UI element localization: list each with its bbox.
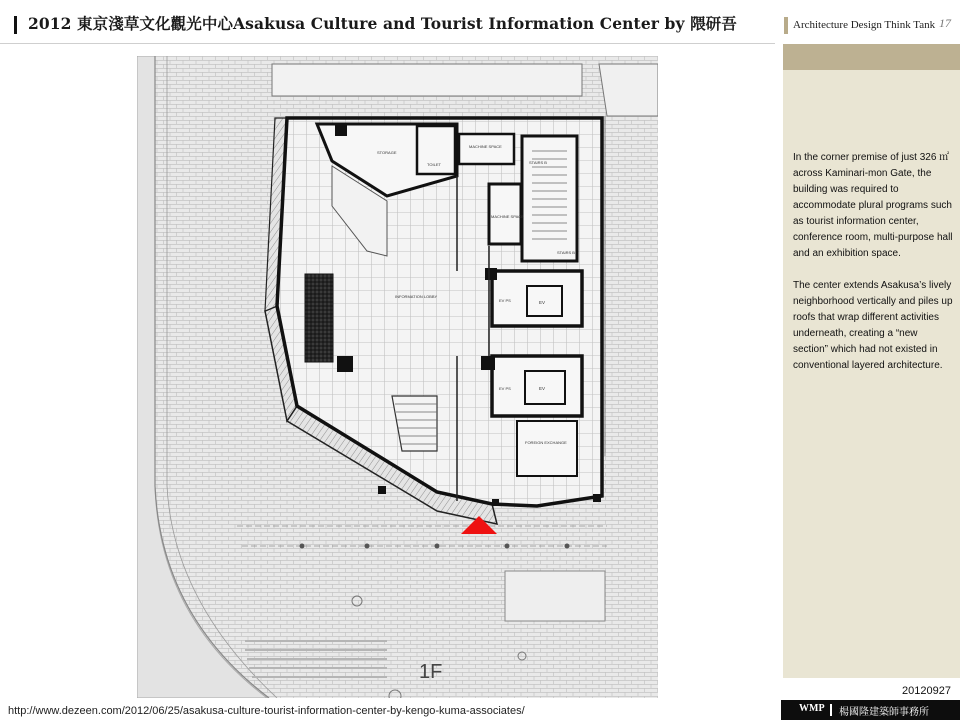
storage-label: STORAGE [377,150,397,155]
adjacent-lot [272,64,582,96]
machine-space-label: MACHINE SPACE [469,144,502,149]
page-number: 17 [939,16,951,30]
floor-label: 1F [419,661,443,683]
title-divider [0,43,775,44]
slide-title: 2012 東京淺草文化觀光中心Asakusa Culture and Tourist Information Center by 隈研吾 [28,14,737,33]
tank-marker [784,17,788,34]
firm-logo-bar [781,700,960,720]
toilet-label: TOILET [427,162,441,167]
think-tank-label: Architecture Design Think Tank [793,19,936,31]
ev-ps-label-2: EV PS [499,386,511,391]
description-paragraph-1: In the corner premise of just 326 ㎡ across Kaminari-mon Gate, the building was required to accommodate plural programs such as tourist information center, conference room, multi-purpose hall and an exhibition space. [793,152,953,259]
title-bar [0,0,960,44]
firm-name: 楊國隆建築師事務所 [839,707,929,718]
shaded-wall-panel [305,274,333,362]
foreign-exchange-label: FOREIGN EXCHANGE [525,440,567,445]
stairs-b [522,136,577,261]
outdoor-box [505,571,605,621]
ev-ps-label-1: EV PS [499,298,511,303]
foreign-exchange-room [517,421,577,476]
ev-label-1: EV [539,300,546,305]
machine-space-room [459,134,514,164]
logo-mark: WMP [799,703,825,714]
stairs-b-label-2: STAIRS B [557,250,575,255]
stairs-b-label: STAIRS B [529,160,547,165]
title-marker [14,16,17,34]
information-lobby-label: INFORMATION LOBBY [395,294,438,299]
ev-label-2: EV [539,386,546,391]
logo-separator [830,704,832,716]
description-paragraph-2: The center extends Asakusa’s lively neighborhood vertically and piles up roofs that wrap different activities underneath, creating a “new section” which had not existed in conventional layered architecture. [793,280,953,371]
source-url: http://www.dezeen.com/2012/06/25/asakusa-culture-tourist-information-center-by-kengo-kuma-associates/ [8,705,525,717]
floor-plan-drawing [137,56,658,698]
floor-plan-svg [137,56,658,698]
machine-space-2-label: MACHINE SPACE [491,214,524,219]
description-text [793,150,953,390]
sidebar-header-band [783,44,960,70]
date-stamp: 20120927 [902,685,951,697]
